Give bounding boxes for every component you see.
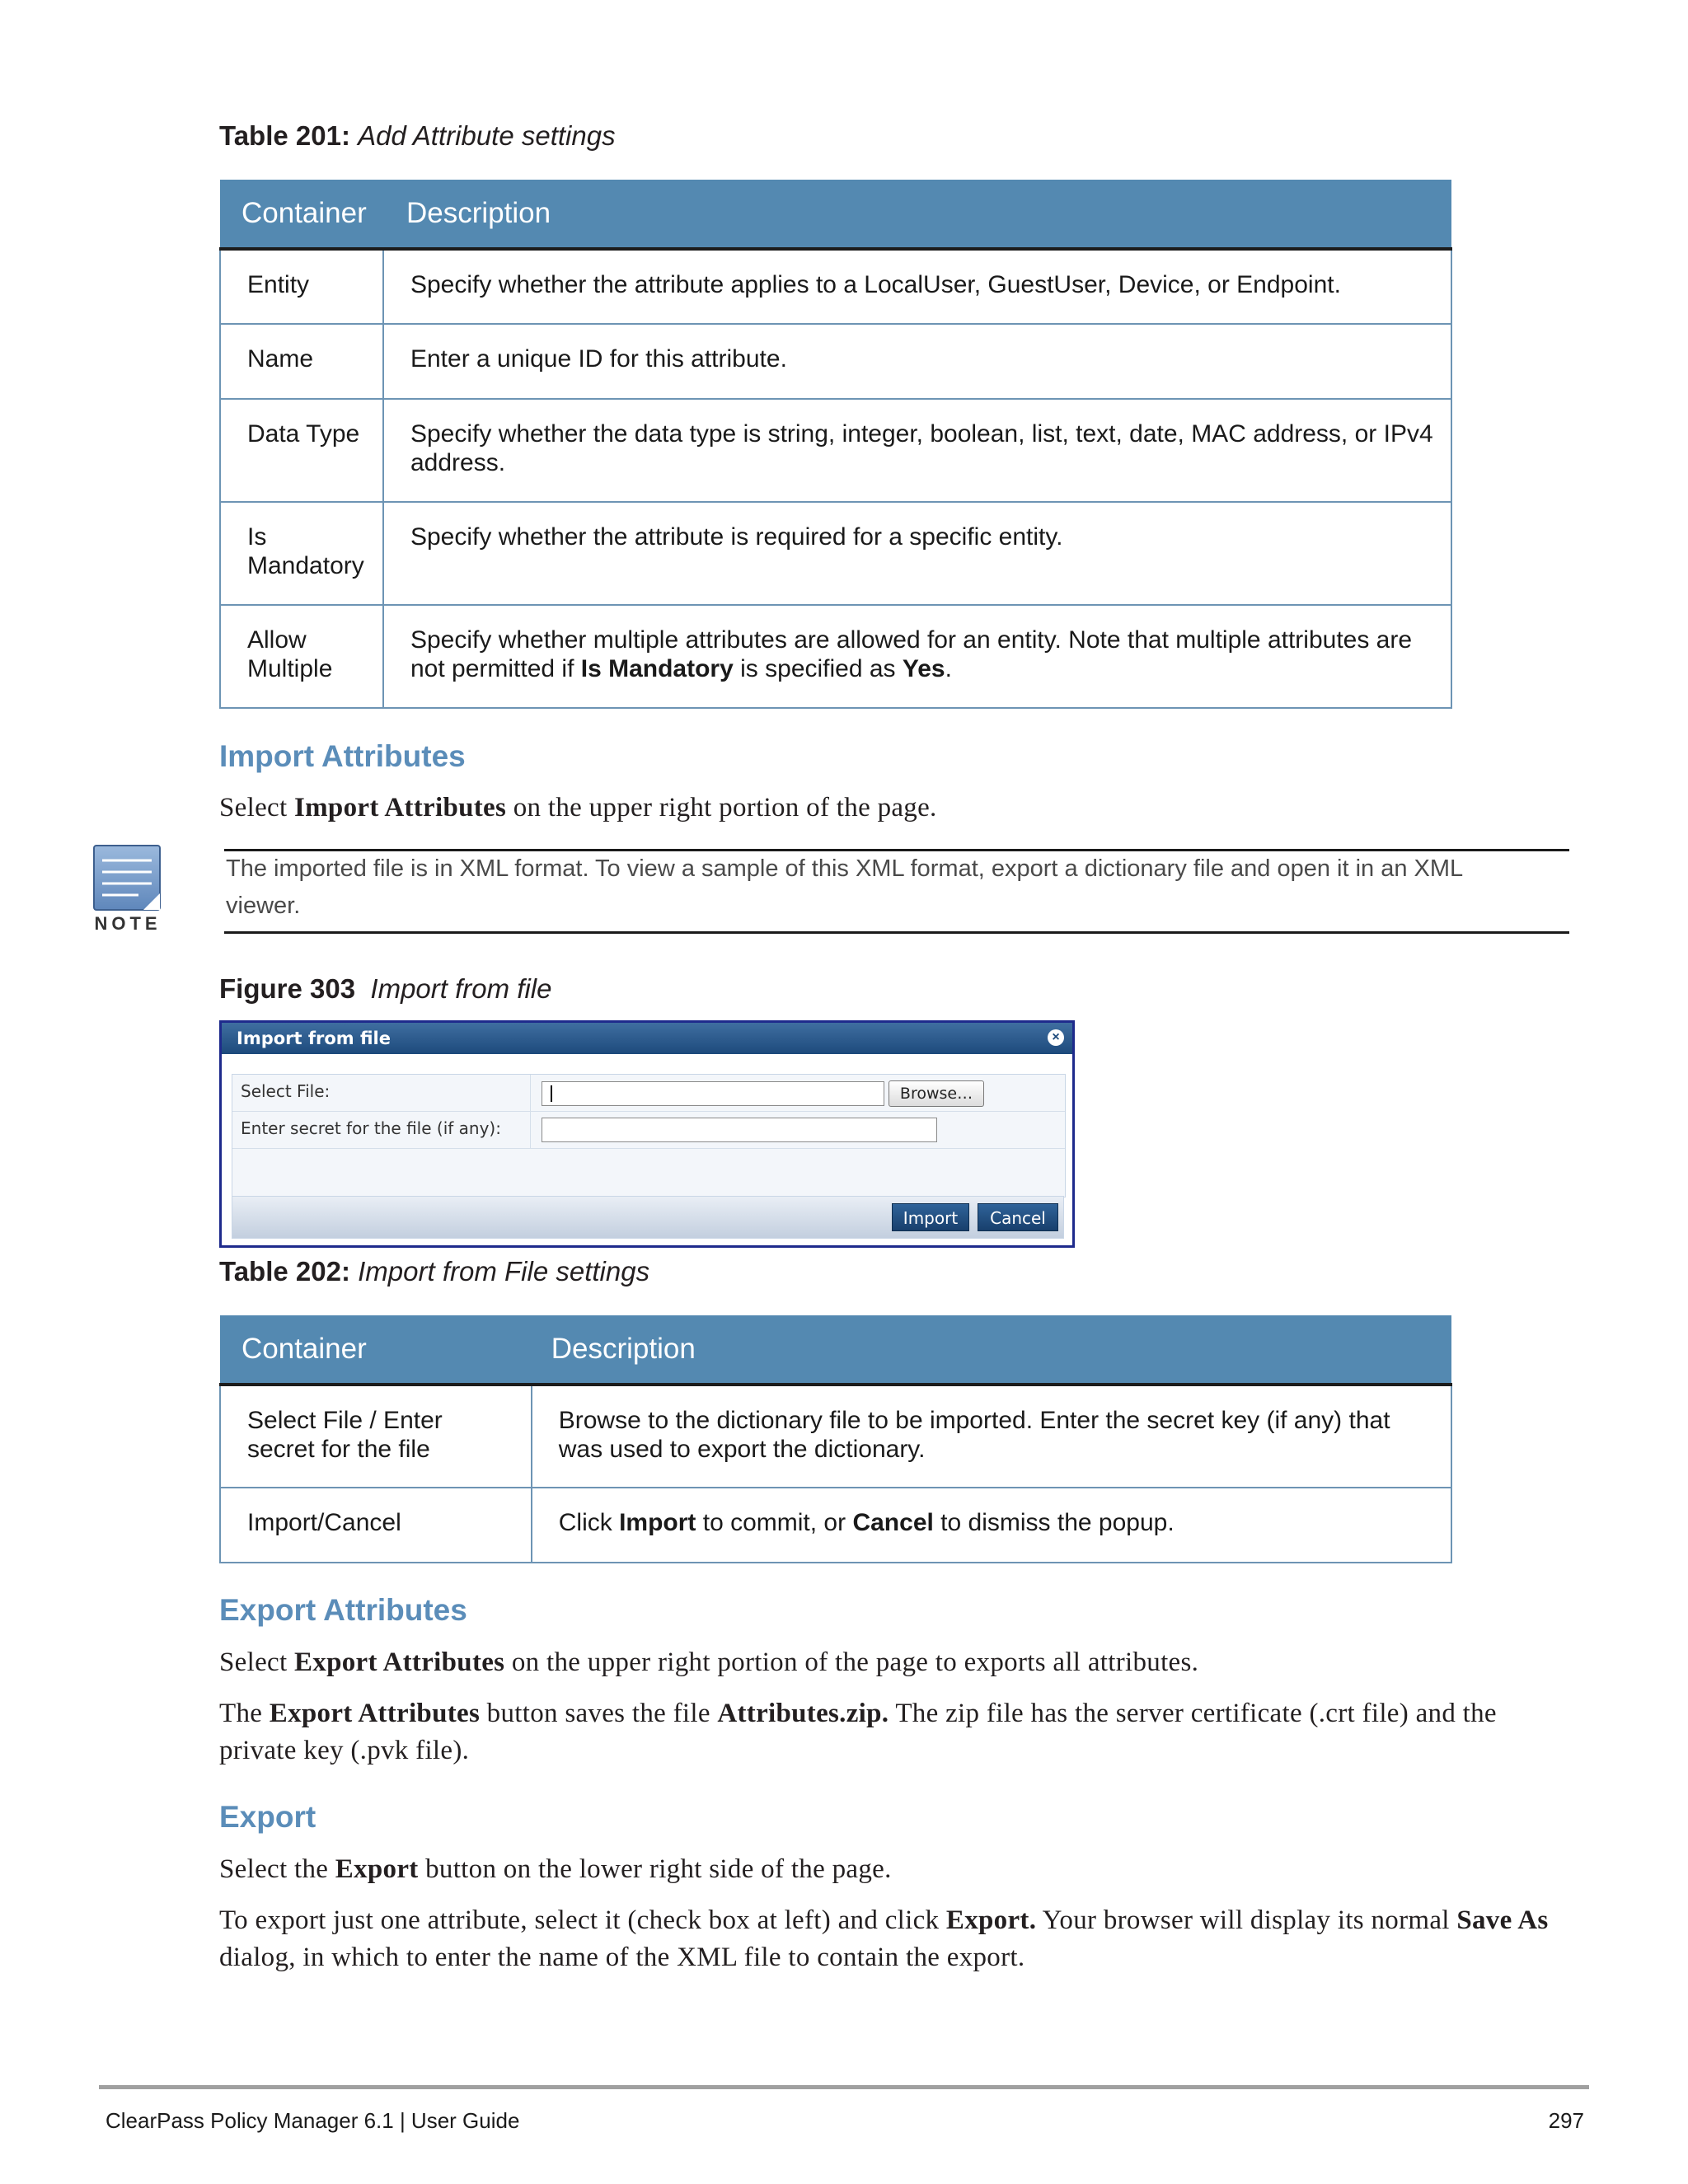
desc-text: . — [945, 655, 952, 682]
para-bold: Export Attributes — [269, 1699, 481, 1728]
para-bold: Import Attributes — [293, 793, 507, 823]
para-text: button on the lower right side of the page. — [418, 1854, 892, 1884]
desc-text: to commit, or — [696, 1509, 853, 1536]
note-icon-label: NOTE — [94, 913, 162, 934]
para-text: The — [219, 1699, 270, 1728]
footer-rule — [99, 2085, 1589, 2089]
secret-label: Enter secret for the file (if any): — [232, 1112, 531, 1148]
select-file-label: Select File: — [232, 1075, 531, 1111]
para-text: button saves the file — [480, 1699, 718, 1728]
desc-bold: Yes — [902, 655, 945, 682]
secret-input[interactable] — [542, 1118, 937, 1142]
cell-container: Data Type — [220, 399, 383, 502]
para-text: Select — [219, 793, 294, 823]
cell-container: Name — [220, 324, 383, 399]
desc-text: Specify whether multiple attributes are allowed for an entity. Note that multiple attributes are not permitted if — [410, 626, 1413, 682]
dialog-footer — [232, 1196, 1064, 1239]
table-202-caption — [219, 1256, 649, 1287]
desc-bold: Cancel — [852, 1509, 934, 1536]
para-bold: Attributes.zip. — [717, 1699, 889, 1728]
cancel-button[interactable]: Cancel — [978, 1203, 1058, 1231]
table-caption-title: Import from File settings — [358, 1256, 650, 1286]
desc-bold: Is Mandatory — [580, 655, 734, 682]
dialog-form — [232, 1074, 1066, 1197]
select-file-input[interactable] — [542, 1081, 884, 1106]
cell-container: Is Mandatory — [220, 502, 383, 605]
para-text: Select the — [219, 1854, 335, 1884]
note-bottom-rule — [224, 931, 1569, 934]
export-paragraph-1 — [219, 1851, 1571, 1888]
import-attributes-heading: Import Attributes — [219, 739, 466, 773]
export-paragraph-2 — [219, 1902, 1571, 1976]
table-caption-title: Add Attribute settings — [358, 120, 616, 151]
cell-container: Select File / Enter secret for the file — [220, 1385, 532, 1488]
table-header-row — [220, 180, 1451, 249]
cell-description — [532, 1488, 1451, 1563]
table-caption-label: Table 202: — [219, 1256, 350, 1286]
para-text: dialog, in which to enter the name of the XML file to contain the export. — [219, 1943, 1025, 1972]
import-from-file-dialog — [219, 1020, 1075, 1248]
para-bold: Save As — [1456, 1905, 1549, 1935]
table-row — [220, 324, 1451, 399]
cell-container: Import/Cancel — [220, 1488, 532, 1563]
export-attributes-heading: Export Attributes — [219, 1593, 467, 1627]
cell-description: Specify whether the data type is string, integer, boolean, list, text, date, MAC address, or IPv4 address. — [383, 399, 1451, 502]
secret-row — [232, 1112, 1065, 1149]
table-caption-label: Table 201: — [219, 120, 350, 151]
para-text: Select — [219, 1647, 294, 1677]
desc-text: Click — [558, 1509, 620, 1536]
cell-container: Entity — [220, 249, 383, 324]
cell-description: Browse to the dictionary file to be imported. Enter the secret key (if any) that was used to export the dictionary. — [532, 1385, 1451, 1488]
table-header-row — [220, 1315, 1451, 1385]
export-attributes-paragraph-1 — [219, 1644, 1571, 1681]
export-attributes-paragraph-2 — [219, 1695, 1571, 1769]
para-text: The zip file has the server certificate (.crt file) and the private key (.pvk file). — [219, 1699, 1497, 1765]
table-row — [220, 605, 1451, 708]
table-row — [220, 1385, 1451, 1488]
desc-text: is specified as — [733, 655, 903, 682]
table-row — [220, 1488, 1451, 1563]
column-header-description: Description — [383, 180, 1451, 249]
import-attributes-paragraph — [219, 790, 937, 827]
figure-303-caption — [219, 973, 551, 1005]
dialog-title: Import from file — [222, 1023, 1072, 1054]
para-text: Your browser will display its normal — [1036, 1905, 1457, 1935]
para-text: on the upper right portion of the page. — [506, 793, 937, 823]
cell-description: Enter a unique ID for this attribute. — [383, 324, 1451, 399]
para-bold: Export. — [945, 1905, 1037, 1935]
figure-caption-label: Figure 303 — [219, 973, 356, 1004]
cell-container: Allow Multiple — [220, 605, 383, 708]
cell-description — [383, 605, 1451, 708]
column-header-description: Description — [532, 1315, 1451, 1385]
desc-bold: Import — [619, 1509, 696, 1536]
import-button[interactable]: Import — [892, 1203, 969, 1231]
table-row — [220, 399, 1451, 502]
figure-caption-title: Import from file — [370, 973, 552, 1004]
column-header-container: Container — [220, 180, 383, 249]
table-row — [220, 502, 1451, 605]
column-header-container: Container — [220, 1315, 532, 1385]
desc-text: to dismiss the popup. — [933, 1509, 1175, 1536]
export-heading: Export — [219, 1800, 316, 1834]
import-from-file-settings-table — [219, 1315, 1452, 1563]
para-text: on the upper right portion of the page to exports all attributes. — [504, 1647, 1199, 1677]
note-icon — [92, 844, 162, 913]
browse-button[interactable]: Browse… — [889, 1080, 984, 1107]
table-row — [220, 249, 1451, 324]
cell-description: Specify whether the attribute applies to a LocalUser, GuestUser, Device, or Endpoint. — [383, 249, 1451, 324]
footer-guide-title: ClearPass Policy Manager 6.1 | User Guide — [106, 2108, 520, 2133]
text-cursor — [551, 1085, 552, 1102]
note-text: The imported file is in XML format. To view a sample of this XML format, export a dictionary file and open it in an XML viewer. — [226, 855, 1463, 919]
cell-description: Specify whether the attribute is required for a specific entity. — [383, 502, 1451, 605]
select-file-row — [232, 1075, 1065, 1112]
close-icon[interactable]: × — [1048, 1029, 1064, 1046]
para-text: To export just one attribute, select it (check box at left) and click — [219, 1905, 946, 1935]
para-bold: Export — [335, 1854, 419, 1884]
footer-page-number: 297 — [1548, 2108, 1584, 2133]
add-attribute-settings-table — [219, 180, 1452, 709]
para-bold: Export Attributes — [293, 1647, 505, 1677]
table-201-caption — [219, 120, 616, 152]
